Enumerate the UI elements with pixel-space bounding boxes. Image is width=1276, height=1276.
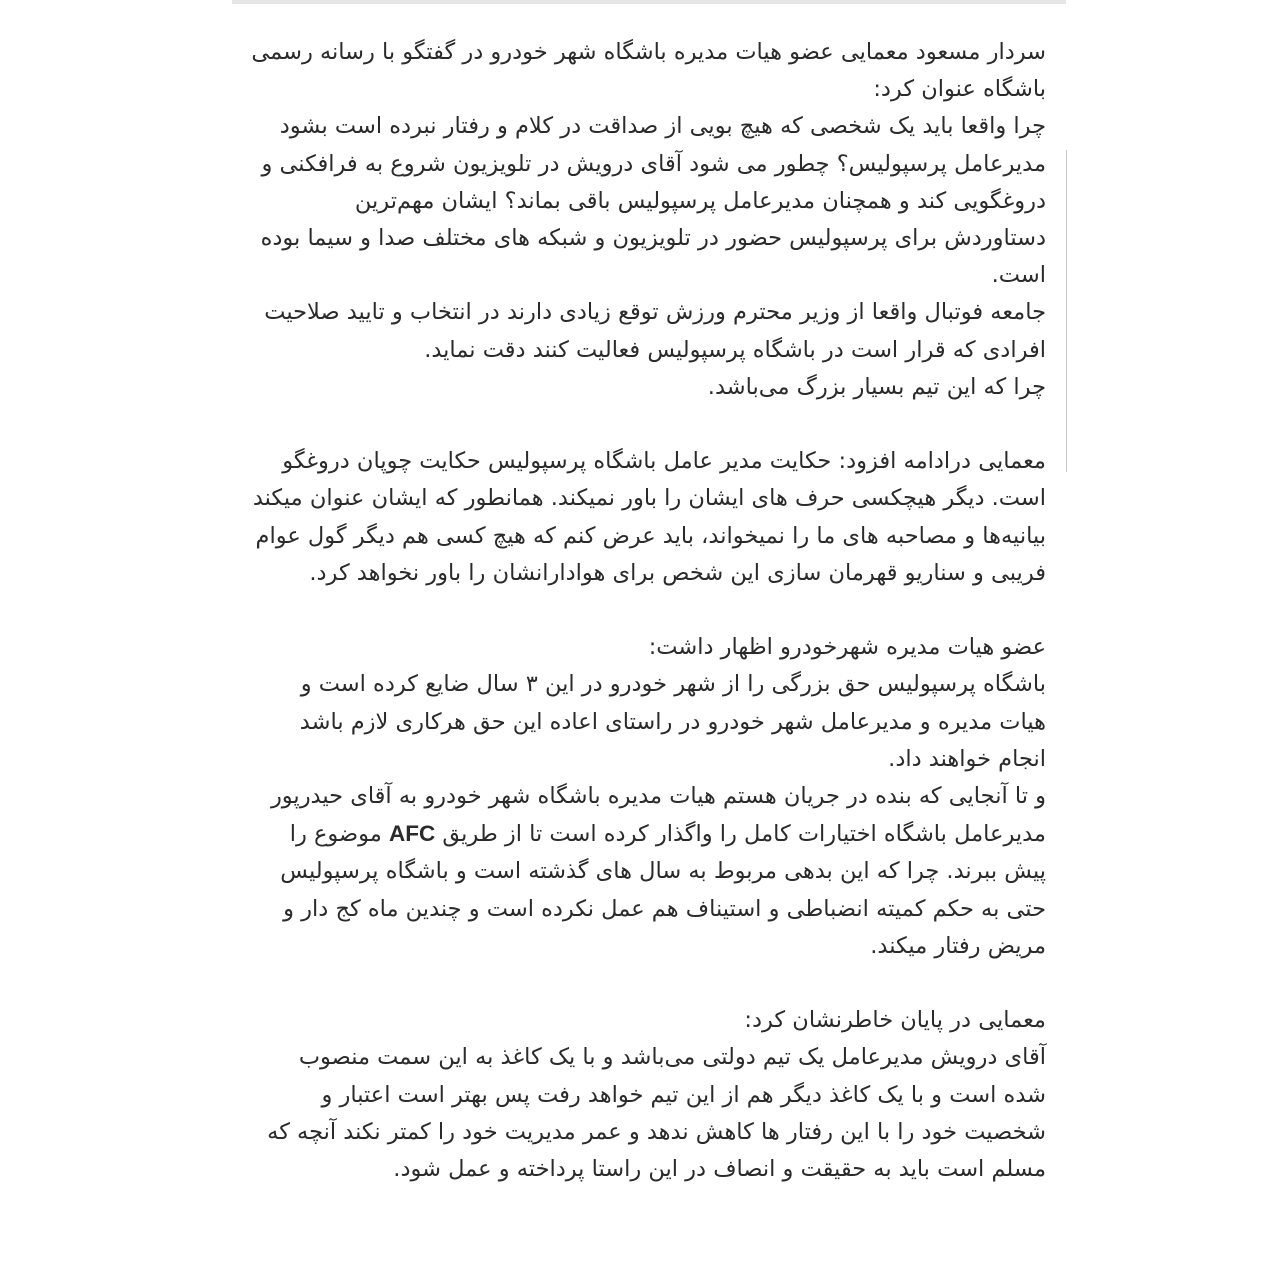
- article-body: [250, 34, 1046, 1188]
- top-divider: [232, 0, 1066, 4]
- paragraph-board-member: عضو هیات مدیره شهرخودرو اظهار داشت:: [648, 634, 1046, 661]
- paragraph-closing: آقای درویش مدیرعامل یک تیم دولتی می‌باشد و با یک کاغذ به این سمت منصوب شده است و با یک کاغذ دیگر هم از این تیم خواهد رفت پس بهتر است اعتبار و شخصیت خود را با این رفتار ها کاهش ندهد و عمر مدیریت خود را کمتر نکند آنچه که مسلم است باید به حقیقت و انصاف در این راستا پرداخته و عمل شود.: [267, 1044, 1046, 1183]
- paragraph-big-team: چرا که این تیم بسیار بزرگ می‌باشد.: [707, 373, 1046, 400]
- paragraph-football-community: جامعه فوتبال واقعا از وزیر محترم ورزش توقع زیادی دارند در انتخاب و تایید صلاحیت افرادی که قرار است در باشگاه پرسپولیس فعالیت کنند دقت نماید.: [264, 299, 1046, 363]
- paragraph-gap: [250, 406, 1046, 443]
- paragraph-closing-heading: معمایی در پایان خاطرنشان کرد:: [744, 1007, 1046, 1034]
- paragraph-afc: [250, 778, 1046, 965]
- paragraph-afc-after: موضوع را پیش ببرند. چرا که این بدهی مربوط به سال های گذشته است و باشگاه پرسپولیس حتی به حکم کمیته انضباطی و استیناف هم عمل نکرده است و چندین ماه کج دار و مریض رفتار میکند.: [280, 821, 1046, 959]
- afc-label: AFC: [388, 821, 436, 847]
- paragraph-afc-before: و تا آنجایی که بنده در جریان هستم هیات مدیره باشگاه شهر خودرو به آقای حیدرپور مدیرعامل باشگاه اختیارات کامل را واگذار کرده است تا از طریق: [270, 783, 1046, 848]
- paragraph-question: چرا واقعا باید یک شخصی که هیچ بویی از صداقت در کلام و رفتار نبرده است بشود مدیرعامل پرسپولیس؟ چطور می شود آقای درویش در تلویزیون شروع به فرافکنی و دروغگویی کند و همچنان مدیرعامل پرسپولیس باقی بماند؟ ایشان مهم‌ترین دستاوردش برای پرسپولیس حضور در تلویزیون و شبکه های مختلف صدا و سیما بوده است.: [260, 113, 1046, 289]
- paragraph-club-rights: باشگاه پرسپولیس حق بزرگی را از شهر خودرو در این ۳ سال ضایع کرده است و هیات مدیره و مدیرعامل شهر خودرو در راستای اعاده این حق هرکاری لازم باشد انجام خواهند داد.: [299, 671, 1046, 772]
- side-divider: [1066, 150, 1067, 472]
- paragraph-shepherd-story: معمایی درادامه افزود: حکایت مدیر عامل باشگاه پرسپولیس حکایت چوپان دروغگو است. دیگر هیچکسی حرف های ایشان را باور نمیکند. همانطور که ایشان عنوان میکند بیانیه‌ها و مصاحبه های ما را نمیخواند، باید عرض کنم که هیچ کسی هم دیگر گول عوام فریبی و سناریو قهرمان سازی این شخص برای هوادارانشان را باور نخواهد کرد.: [252, 448, 1046, 586]
- paragraph-intro: سردار مسعود معمایی عضو هیات مدیره باشگاه شهر خودرو در گفتگو با رسانه رسمی باشگاه عنوان کرد:: [251, 39, 1046, 103]
- paragraph-gap: [250, 965, 1046, 1002]
- paragraph-gap: [250, 592, 1046, 629]
